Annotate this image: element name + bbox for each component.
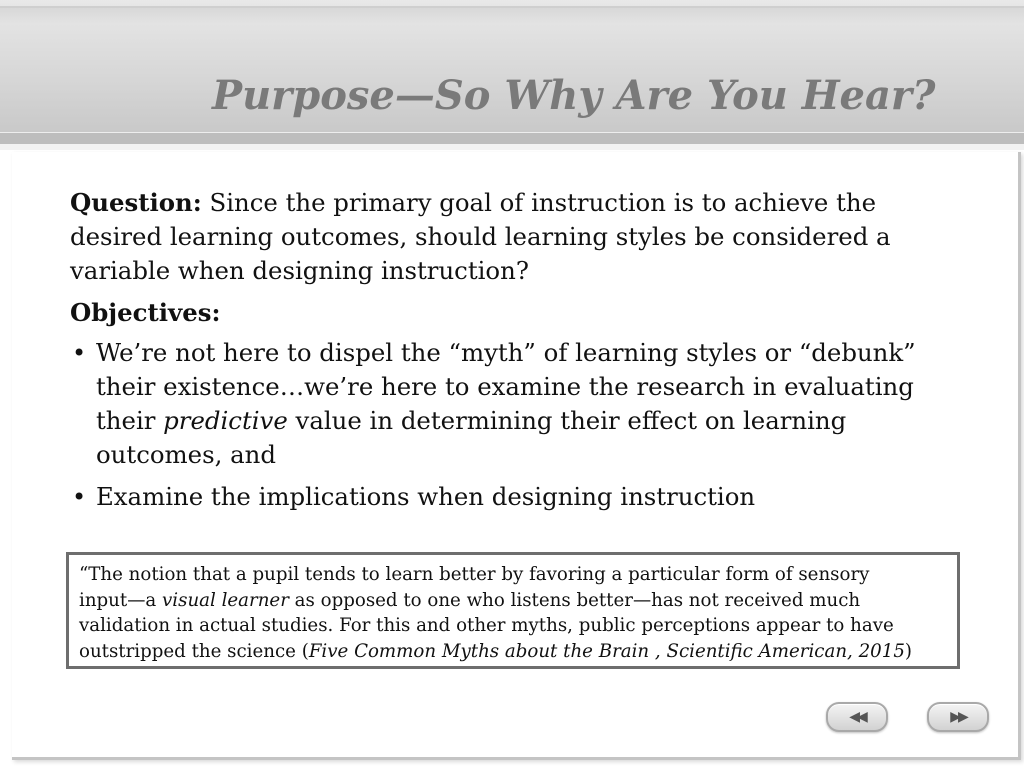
rewind-icon: ◀◀ [849, 709, 865, 725]
objective-item-1 [70, 336, 970, 472]
objectives-list [70, 336, 970, 514]
quote-line-2-start: input—a [79, 589, 163, 611]
bullet-icon: • [72, 339, 87, 367]
quote-line-4-end: ) [904, 640, 913, 662]
quote-line-3: validation in actual studies. For this and other myths, public perceptions appear to have [79, 615, 894, 636]
objective-1-emphasis: predictive [163, 406, 288, 435]
fast-forward-icon: ▶▶ [950, 709, 966, 725]
question-paragraph [70, 186, 970, 288]
next-slide-button[interactable] [927, 702, 989, 732]
quote-box [66, 552, 960, 669]
bullet-icon: • [72, 483, 87, 511]
quote-line-2-end: as opposed to one who listens better—has not received much [288, 589, 861, 611]
header-divider-light [0, 144, 1024, 150]
quote-line-2 [79, 588, 947, 614]
quote-line-4-start: outstripped the science ( [79, 640, 309, 662]
objective-item-2 [70, 480, 970, 514]
previous-slide-button[interactable] [826, 702, 888, 732]
objective-2-text: Examine the implications when designing instruction [96, 482, 756, 511]
quote-emphasis: visual learner [162, 589, 289, 611]
slide-title: Purpose—So Why Are You Hear? [212, 72, 936, 119]
question-text: Since the primary goal of instruction is to achieve the desired learning outcomes, should learning styles be considered a variable when designing instruction? [70, 188, 891, 285]
quote-line-4 [79, 639, 947, 665]
question-label: Question: [70, 188, 202, 217]
quote-citation: Five Common Myths about the Brain , Scientific American, 2015 [308, 640, 905, 662]
quote-line-1: “The notion that a pupil tends to learn better by favoring a particular form of sensory [79, 564, 870, 585]
objective-1-text-end: value in determining their effect on learning outcomes, and [96, 406, 847, 469]
objective-1-text-start: We’re not here to dispel the “myth” of learning styles or “debunk” their existence…we’re here to examine the research in evaluating their [96, 338, 916, 435]
slide-content [70, 186, 970, 522]
objectives-heading: Objectives: [70, 298, 221, 327]
